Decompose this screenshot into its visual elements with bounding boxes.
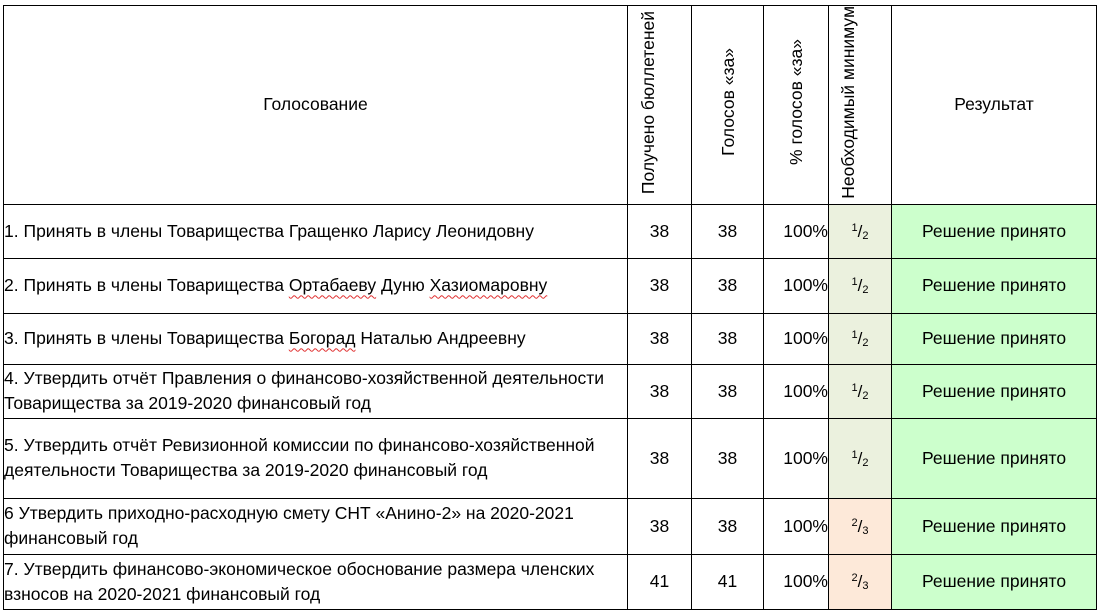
fraction-numerator: 1 (851, 276, 858, 289)
vote-cell (4, 498, 628, 554)
vote-cell (4, 313, 628, 364)
fraction-slash: / (857, 516, 863, 536)
table-row (4, 204, 1097, 258)
item-text: Принять в члены Товарищества Гращенко Ларису Леонидовну (23, 220, 534, 241)
minimum-cell (829, 498, 892, 554)
votes-for-cell: 41 (692, 554, 764, 609)
vote-cell (4, 364, 628, 418)
table-row (4, 313, 1097, 364)
fraction-denominator: 3 (862, 524, 869, 537)
table-row (4, 498, 1097, 554)
minimum-fraction (852, 572, 869, 591)
fraction-denominator: 2 (862, 389, 869, 402)
item-text: Утвердить отчёт Ревизионной комиссии по финансово-хозяйственной деятельности Товарищества за 2019-2020 финансовый год (4, 435, 595, 481)
header-votes-for (692, 6, 764, 205)
item-text: Принять в члены Товарищества (23, 275, 289, 296)
header-required-minimum-label: Необходимый минимум (838, 6, 858, 199)
fraction-slash: / (857, 381, 863, 401)
minimum-fraction (852, 329, 869, 348)
fraction-denominator: 3 (862, 580, 869, 593)
fraction-numerator: 1 (851, 221, 858, 234)
fraction-slash: / (857, 448, 863, 468)
header-percent-for-label: % голосов «за» (786, 39, 806, 166)
header-required-minimum (829, 6, 892, 205)
result-cell: Решение принято (892, 204, 1097, 258)
ballots-cell: 41 (628, 554, 692, 609)
header-row (4, 6, 1097, 205)
fraction-slash: / (857, 221, 863, 241)
fraction-numerator: 1 (851, 381, 858, 394)
minimum-fraction (852, 276, 869, 295)
result-cell: Решение принято (892, 258, 1097, 313)
percent-cell: 100% (764, 313, 829, 364)
vote-cell (4, 554, 628, 609)
result-cell: Решение принято (892, 313, 1097, 364)
item-text: Утвердить финансово-экономическое обоснование размера членских взносов на 2020-2021 финансовый год (4, 558, 595, 604)
minimum-fraction (852, 382, 869, 401)
item-text-spellcheck: Хазиомаровну (429, 275, 548, 296)
vote-cell (4, 418, 628, 498)
vote-cell (4, 258, 628, 313)
percent-cell: 100% (764, 258, 829, 313)
item-text: Утвердить отчёт Правления о финансово-хозяйственной деятельности Товарищества за 2019-2020 финансовый год (4, 368, 605, 414)
votes-for-cell: 38 (692, 418, 764, 498)
ballots-cell: 38 (628, 418, 692, 498)
item-number: 3. (4, 328, 19, 349)
fraction-denominator: 2 (862, 229, 869, 242)
votes-for-cell: 38 (692, 258, 764, 313)
fraction-slash: / (857, 276, 863, 296)
item-text-spellcheck: Богорад (288, 328, 356, 349)
minimum-cell (829, 204, 892, 258)
fraction-denominator: 2 (862, 284, 869, 297)
item-text-rest: Дуню (376, 275, 430, 296)
result-cell: Решение принято (892, 498, 1097, 554)
header-votes-for-label: Голосов «за» (717, 48, 738, 157)
result-cell: Решение принято (892, 418, 1097, 498)
minimum-cell (829, 258, 892, 313)
header-ballots-received (628, 6, 692, 205)
fraction-denominator: 2 (862, 456, 869, 469)
fraction-numerator: 1 (851, 329, 858, 342)
item-text: Утвердить приходно-расходную смету СНТ «Анино-2» на 2020-2021 финансовый год (4, 503, 574, 549)
ballots-cell: 38 (628, 204, 692, 258)
votes-for-cell: 38 (692, 313, 764, 364)
item-text-spellcheck: Ортабаеву (288, 275, 377, 296)
header-vote: Голосование (4, 6, 628, 205)
minimum-cell (829, 313, 892, 364)
header-percent-for (764, 6, 829, 205)
ballots-cell: 38 (628, 364, 692, 418)
table-row (4, 554, 1097, 609)
votes-for-cell: 38 (692, 364, 764, 418)
fraction-slash: / (857, 572, 863, 592)
percent-cell: 100% (764, 364, 829, 418)
percent-cell: 100% (764, 498, 829, 554)
item-number: 4. (4, 368, 19, 389)
votes-for-cell: 38 (692, 204, 764, 258)
percent-cell: 100% (764, 418, 829, 498)
percent-cell: 100% (764, 204, 829, 258)
fraction-numerator: 1 (851, 448, 858, 461)
fraction-numerator: 2 (851, 572, 858, 585)
item-text-rest: Наталью Андреевну (355, 328, 526, 349)
table-row (4, 258, 1097, 313)
result-cell: Решение принято (892, 554, 1097, 609)
minimum-cell (829, 554, 892, 609)
item-number: 5. (4, 435, 19, 456)
result-cell: Решение принято (892, 364, 1097, 418)
fraction-denominator: 2 (862, 337, 869, 350)
item-number: 1. (4, 220, 19, 241)
fraction-numerator: 2 (851, 516, 858, 529)
minimum-fraction (852, 449, 869, 468)
ballots-cell: 38 (628, 313, 692, 364)
vote-cell (4, 204, 628, 258)
item-number: 2. (4, 275, 19, 296)
voting-results-table (3, 5, 1097, 610)
minimum-fraction (852, 222, 869, 241)
item-number: 6 (4, 503, 14, 524)
table-row (4, 364, 1097, 418)
item-text: Принять в члены Товарищества (23, 328, 289, 349)
minimum-cell (829, 418, 892, 498)
item-number: 7. (4, 558, 19, 579)
ballots-cell: 38 (628, 498, 692, 554)
table-body (4, 204, 1097, 609)
percent-cell: 100% (764, 554, 829, 609)
votes-for-cell: 38 (692, 498, 764, 554)
minimum-cell (829, 364, 892, 418)
minimum-fraction (852, 517, 869, 536)
header-ballots-received-label: Получено бюллетеней (637, 10, 658, 194)
ballots-cell: 38 (628, 258, 692, 313)
fraction-slash: / (857, 329, 863, 349)
table-row (4, 418, 1097, 498)
header-result: Результат (892, 6, 1097, 205)
